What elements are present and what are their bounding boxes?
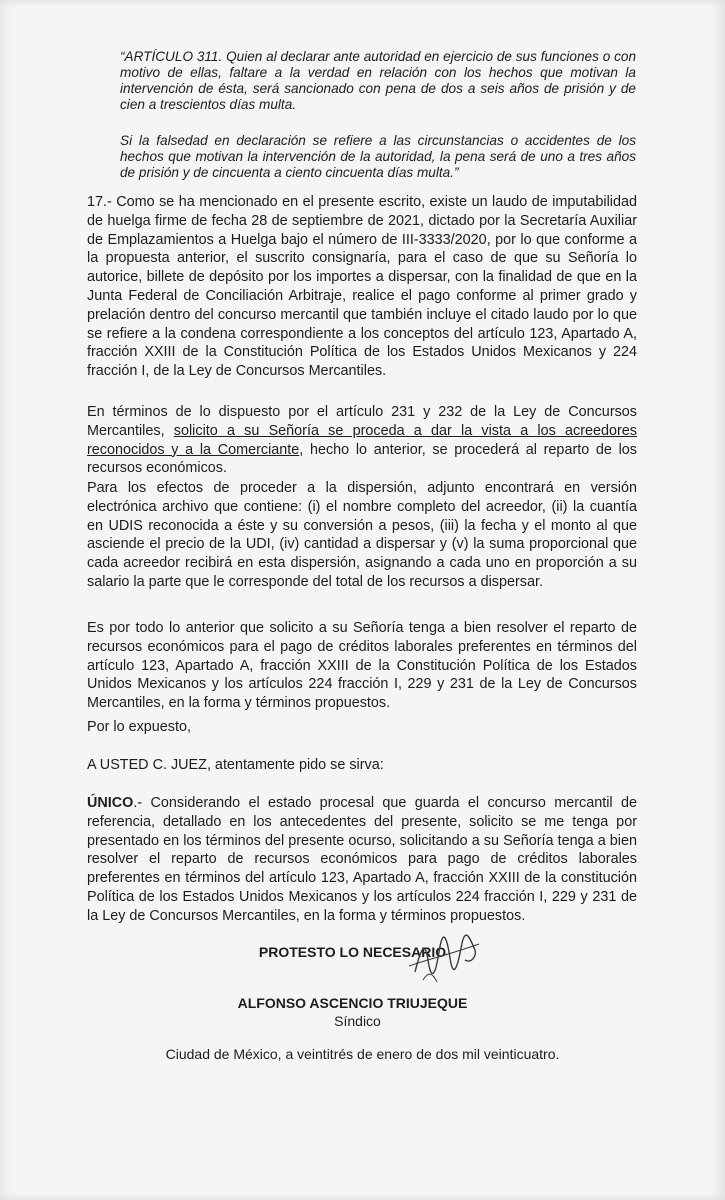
place-and-date: Ciudad de México, a veintitrés de enero de dos mil veinticuatro. <box>165 1046 560 1062</box>
paragraph-dispersion: Para los efectos de proceder a la dispersión, adjunto encontrará en versión electrónica archivo que contiene: (i) el nombre completo del acreedor, (ii) la cuantía en UDIS reconocida a éste y su conversión a pesos, (iii) la fecha y el monto al que asciende el precio de la UDI, (iv) cantidad a dispersar y (v) la suma proporcional que cada acreedor recibirá en esta dispersión, asignando a cada uno en proporción a su salario la parte que le corresponde del total de los recursos a dispersar. <box>87 480 637 590</box>
paragraph-juez: A USTED C. JUEZ, atentamente pido se sirva: <box>87 757 384 773</box>
signer-role: Síndico <box>334 1013 381 1029</box>
paragraph-unico <box>87 794 637 926</box>
paragraph-terms-underlined: solicito a su Señoría se proceda a dar la vista a los acreedores reconocidos y a la Comerciante <box>87 422 637 458</box>
protesto-line: PROTESTO LO NECESARIO <box>258 944 447 960</box>
handwritten-signature <box>395 930 485 990</box>
quote-article-311: “ARTÍCULO 311. Quien al declarar ante autoridad en ejercicio de sus funciones o con motivo de ellas, faltare a la verdad en relación con los hechos que motivan la intervención de ésta, será sancionado con pena de dos a seis años de prisión y de cien a trescientos días multa. <box>120 49 636 112</box>
unico-text: .- Considerando el estado procesal que guarda el concurso mercantil de referencia, detallado en los antecedentes del presente, solicito se me tenga por presentado en los términos del presente ocurso, solicitando a su Señoría tenga a bien resolver el reparto de recursos económicos para pago de créditos laborales preferentes en términos del artículo 123, Apartado A, fracción XXIII de la constitución Política de los Estados Unidos Mexicanos y los artículos 224 fracción I, 229 y 231 de la Ley de Concursos Mercantiles, en la forma y términos propuestos. <box>87 795 637 924</box>
paragraph-expuesto: Por lo expuesto, <box>87 719 191 735</box>
paragraph-terms-start: En términos de lo dispuesto por el artículo 231 y 232 de la Ley de Concursos Mercantiles, <box>87 404 637 439</box>
signer-name: ALFONSO ASCENCIO TRIUJEQUE <box>237 995 468 1011</box>
quote-false-statement: Si la falsedad en declaración se refiere a las circunstancias o accidentes de los hechos que motivan la intervención de la autoridad, la pena será de uno a tres años de prisión y de cincuenta a ciento cincuenta días multa.” <box>120 133 636 180</box>
paragraph-terms-end: , hecho lo anterior, se procederá al reparto de los recursos económicos. <box>87 441 637 477</box>
paragraph-request: Es por todo lo anterior que solicito a su Señoría tenga a bien resolver el reparto de recursos económicos para el pago de créditos laborales preferentes en términos del artículo 123, Apartado A, fracción XXIII de la Constitución Política de los Estados Unidos Mexicanos y los artículos 224 fracción I, 229 y 231 de la Ley de Concursos Mercantiles, en la forma y términos propuestos. <box>87 620 637 712</box>
paragraph-terms <box>87 403 637 478</box>
unico-label: ÚNICO <box>87 795 134 811</box>
paragraph-17: 17.- Como se ha mencionado en el presente escrito, existe un laudo de imputabilidad de huelga firme de fecha 28 de septiembre de 2021, dictado por la Secretaría Auxiliar de Emplazamientos a Huelga bajo el número de III-3333/2020, por lo que conforme a la propuesta anterior, el suscrito consignaría, para el caso de que su Señoría lo autorice, billete de depósito por los importes a dispersar, con la finalidad de que en la Junta Federal de Conciliación Arbitraje, realice el pago conforme al primer grado y prelación dentro del concurso mercantil que también incluye el citado laudo por lo que se refiere a la condena correspondiente a los conceptos del artículo 123, Apartado A, fracción XXIII de la Constitución Política de los Estados Unidos Mexicanos y 224 fracción I, de la Ley de Concursos Mercantiles. <box>87 194 637 380</box>
